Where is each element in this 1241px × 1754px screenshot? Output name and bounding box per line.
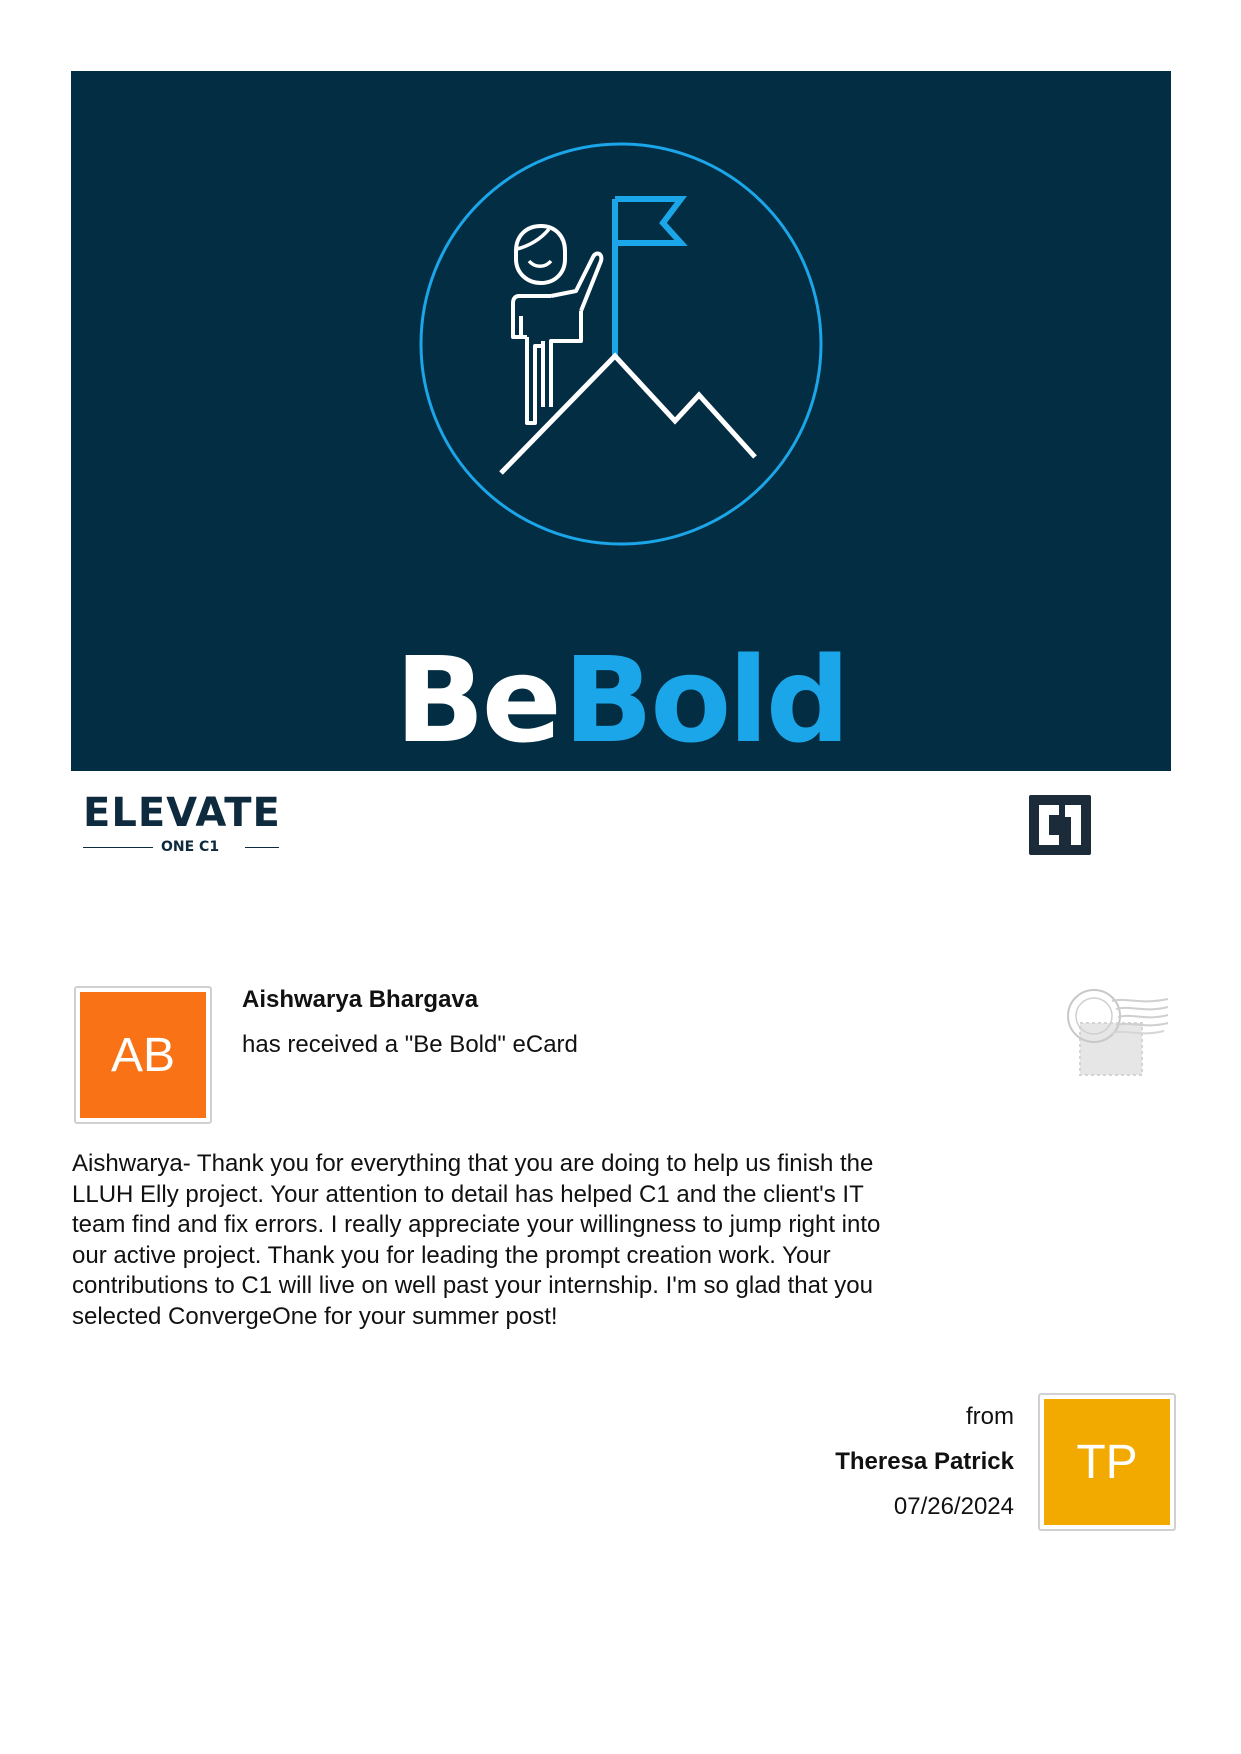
- c1-logo-icon: [1029, 795, 1091, 855]
- sender-name: Theresa Patrick: [835, 1448, 1014, 1475]
- ecard-title-word-1: Be: [394, 631, 559, 769]
- from-label: from: [966, 1403, 1014, 1430]
- ecard-banner: [71, 71, 1171, 771]
- ecard-title: [71, 631, 1171, 769]
- recipient-name: Aishwarya Bhargava: [242, 986, 479, 1013]
- sender-avatar: [1038, 1393, 1176, 1531]
- sender-initials: TP: [1044, 1399, 1170, 1525]
- elevate-logo-subtext: ONE C1: [161, 839, 220, 855]
- recipient-initials: AB: [80, 992, 206, 1118]
- received-ecard-text: has received a "Be Bold" eCard: [242, 1031, 578, 1058]
- recipient-avatar: [74, 986, 212, 1124]
- sent-date: 07/26/2024: [893, 1493, 1014, 1520]
- ecard-message: Aishwarya- Thank you for everything that you are doing to help us finish the LLUH Elly project. Your attention to detail has helped C1 and the client's IT team find and fix errors. I really appreciate your willingness to jump right into our active project. Thank you for leading the prompt creation work. Your contributions to C1 will live on well past your internship. I'm so glad that you selected ConvergeOne for your summer post!: [72, 1150, 881, 1330]
- elevate-logo-subtitle: [83, 839, 279, 855]
- elevate-logo-text: ELEVATE: [83, 790, 281, 836]
- postmark-stamp-icon: [1060, 983, 1170, 1083]
- elevate-logo: [83, 790, 281, 857]
- divider: [245, 847, 279, 848]
- divider: [83, 847, 153, 848]
- ecard-title-word-2: Bold: [563, 631, 848, 769]
